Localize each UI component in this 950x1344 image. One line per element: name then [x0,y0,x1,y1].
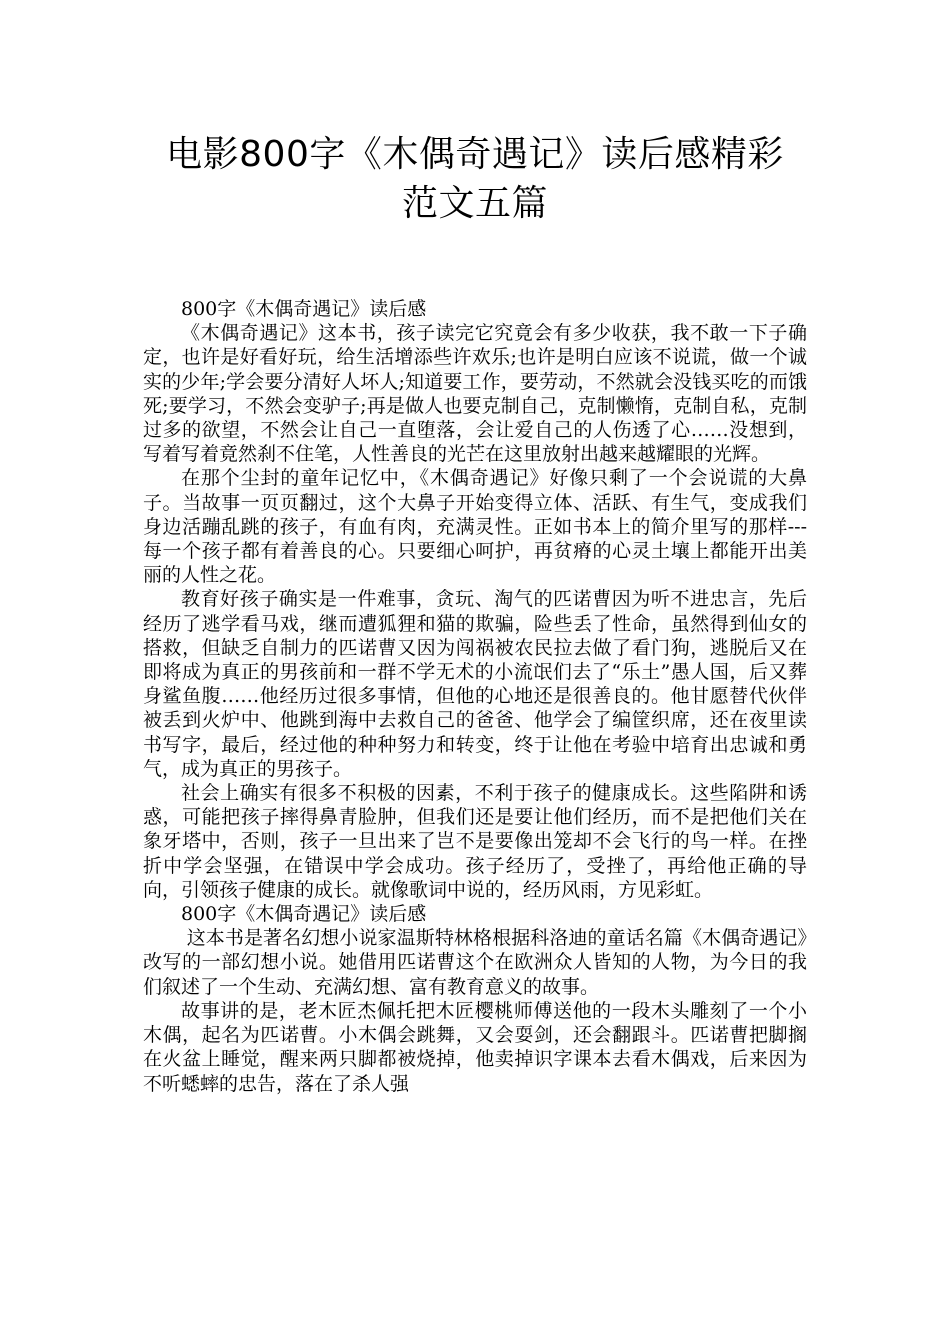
paragraph: 社会上确实有很多不积极的因素，不利于孩子的健康成长。这些陷阱和诱惑，可能把孩子摔得鼻青脸肿，但我们还是要让他们经历，而不是把他们关在象牙塔中，否则，孩子一旦出来了岂不是要像出笼却不会飞行的鸟一样。在挫折中学会坚强，在错误中学会成功。孩子经历了，受挫了，再给他正确的导向，引领孩子健康的成长。就像歌词中说的，经历风雨，方见彩虹。 [143,782,807,901]
document-title [100,130,850,228]
title-line-1: 电影800字《木偶奇遇记》读后感精彩 [166,134,784,175]
paragraph: 这本书是著名幻想小说家温斯特林格根据科洛迪的童话名篇《木偶奇遇记》改写的一部幻想小说。她借用匹诺曹这个在欧洲众人皆知的人物，为今日的我们叙述了一个生动、充满幻想、富有教育意义的故事。 [143,927,807,998]
paragraph: 教育好孩子确实是一件难事，贪玩、淘气的匹诺曹因为听不进忠言，先后经历了逃学看马戏，继而遭狐狸和猫的欺骗，险些丢了性命，虽然得到仙女的搭救，但缺乏自制力的匹诺曹又因为闯祸被农民拉去做了看门狗，逃脱后又在即将成为真正的男孩前和一群不学无术的小流氓们去了“乐土”愚人国，后又葬身鲨鱼腹……他经历过很多事情，但他的心地还是很善良的。他甘愿替代伙伴被丢到火炉中、他跳到海中去救自己的爸爸、他学会了编筐织席，还在夜里读书写字，最后，经过他的种种努力和转变，终于让他在考验中培育出忠诚和勇气，成为真正的男孩子。 [143,588,807,780]
document-body [143,297,807,1096]
paragraph: 在那个尘封的童年记忆中，《木偶奇遇记》好像只剩了一个会说谎的大鼻子。当故事一页页翻过，这个大鼻子开始变得立体、活跃、有生气，变成我们身边活蹦乱跳的孩子，有血有肉，充满灵性。正如书本上的简介里写的那样---每一个孩子都有着善良的心。只要细心呵护，再贫瘠的心灵土壤上都能开出美丽的人性之花。 [143,467,807,587]
section-heading-1: 800字《木偶奇遇记》读后感 [181,298,427,320]
paragraph: 《木偶奇遇记》这本书，孩子读完它究竟会有多少收获，我不敢一下子确定，也许是好看好玩，给生活增添些许欢乐;也许是明白应该不说谎，做一个诚实的少年;学会要分清好人坏人;知道要工作，要劳动，不然就会没钱买吃的而饿死;要学习，不然会变驴子;再是做人也要克制自己，克制懒惰，克制自私，克制过多的欲望，不然会让自己一直堕落，会让爱自己的人伤透了心……没想到，写着写着竟然刹不住笔，人性善良的光芒在这里放射出越来越耀眼的光辉。 [143,322,807,466]
title-line-2: 范文五篇 [401,183,548,224]
section-heading-2: 800字《木偶奇遇记》读后感 [181,903,427,926]
paragraph: 故事讲的是，老木匠杰佩托把木匠樱桃师傅送他的一段木头雕刻了一个小木偶，起名为匹诺曹。小木偶会跳舞，又会耍剑，还会翻跟斗。匹诺曹把脚搁在火盆上睡觉，醒来两只脚都被烧掉，他卖掉识字课本去看木偶戏，后来因为不听蟋蟀的忠告，落在了杀人强 [143,999,807,1095]
